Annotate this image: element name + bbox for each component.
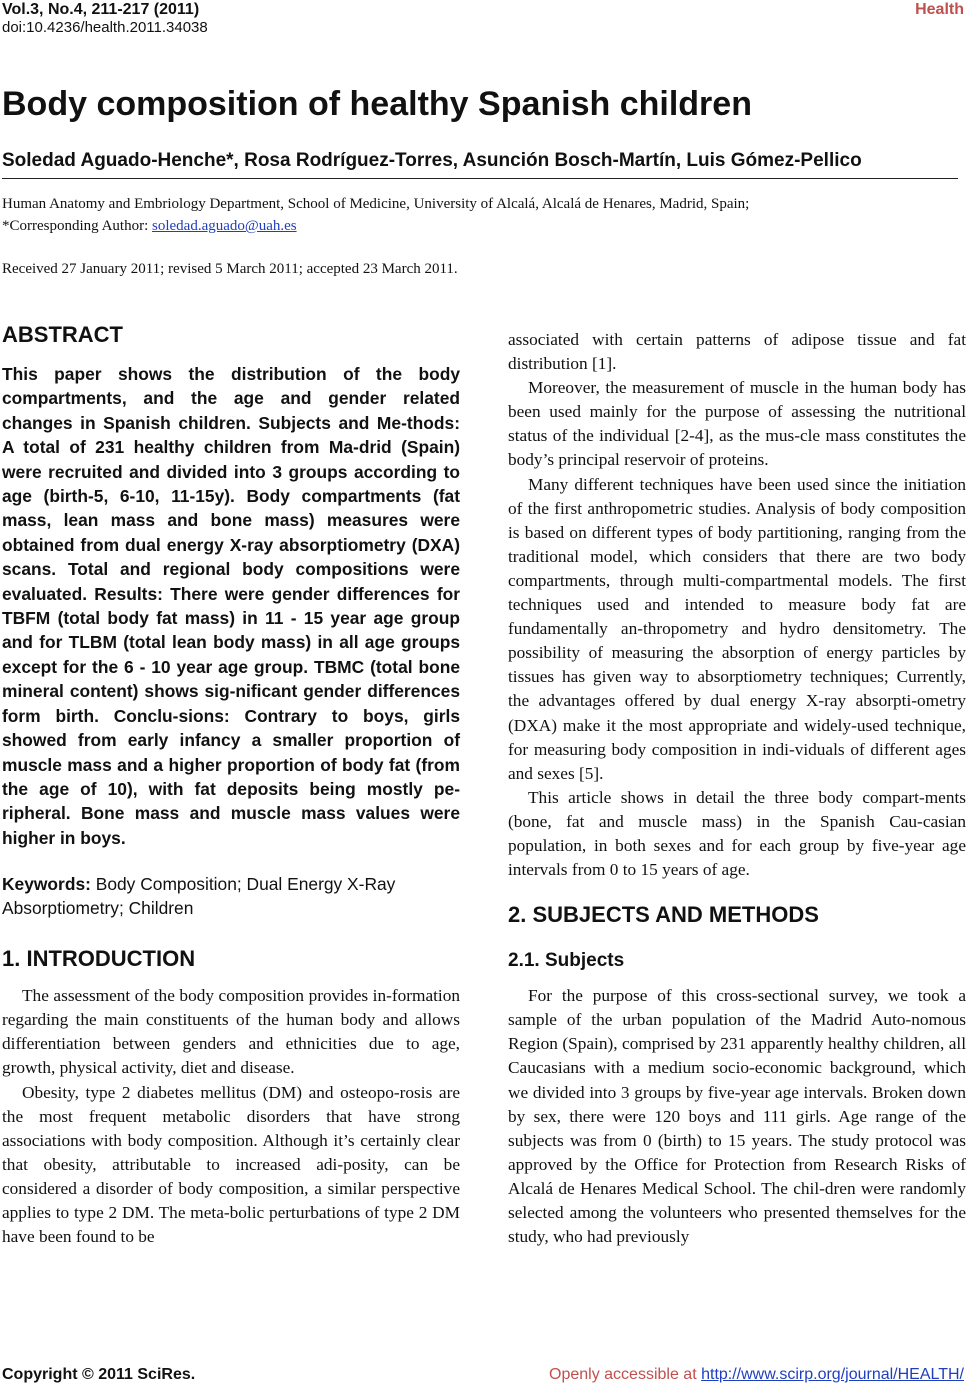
corresponding-author xyxy=(2,215,962,237)
running-header xyxy=(2,0,208,37)
left-column xyxy=(2,320,460,1249)
corresponding-label: *Corresponding Author: xyxy=(2,218,152,234)
title-divider xyxy=(2,178,958,179)
affiliation-block xyxy=(2,193,962,237)
corresponding-email-link[interactable]: soledad.aguado@uah.es xyxy=(152,218,297,234)
keywords-label: Keywords: xyxy=(2,874,91,895)
copyright: Copyright © 2011 SciRes. xyxy=(2,1366,196,1383)
abstract-text: This paper shows the distribution of the body compartments, and the age and gender related changes in Spanish children. Subjects and Me-thods: A total of 231 healthy children from Ma-drid (Spain) were recruited and divided into 3 groups according to age (birth-5, 6-10, 11-15y). Body compartments (fat mass, lean mass and bone mass) measures were obtained from dual energy X-ray absorptiometry (DXA) scans. Total and regional body compositions were evaluated. Results: There were gender differences for TBFM (total body fat mass) in 11 - 15 year age group and for TLBM (total lean body mass) in all age groups except for the 6 - 10 year age group. TBMC (total bone mineral content) shows sig-nificant gender differences form birth. Conclu-sions: Contrary to boys, girls showed from early infancy a smaller proportion of muscle mass and a higher proportion of body fat (from the age of 10), with fat deposits being mostly pe-ripheral. Bone mass and muscle mass values were higher in boys. xyxy=(2,364,460,848)
intro-paragraph-1: The assessment of the body composition provides in-formation regarding the main constituents of the human body and allows differentiation between genders and ethnicities due to age, growth, physical activity, diet and disease. xyxy=(2,986,460,1078)
volume-info: Vol.3, No.4, 211-217 (2011) xyxy=(2,1,200,18)
received-dates: Received 27 January 2011; revised 5 March 2011; accepted 23 March 2011. xyxy=(2,261,458,277)
introduction-heading: 1. INTRODUCTION xyxy=(2,946,196,972)
subjects-paragraph-1: For the purpose of this cross-sectional survey, we took a sample of the urban population of the Madrid Auto-nomous Region (Spain), comprised by 231 apparently healthy children, all Caucasians with a medium socio-economic background, which we divided into 3 groups by five-year age intervals. Broken down by sex, there were 120 boys and 111 girls. Age range of the subjects was from 0 (birth) to 15 years. The study protocol was approved by the Office for Protection from Research Risks of Alcalá de Henares Medical School. The chil-dren were randomly selected among the volunteers who presented themselves for the study, who had previously xyxy=(508,986,966,1247)
journal-url-link[interactable]: http://www.scirp.org/journal/HEALTH/ xyxy=(701,1366,964,1383)
doi: doi:10.4236/health.2011.34038 xyxy=(2,19,208,36)
affiliation: Human Anatomy and Embriology Department, School of Medicine, University of Alcalá, Alcalá de Henares, Madrid, Spain; xyxy=(2,196,750,212)
journal-name: Health xyxy=(915,1,964,18)
intro-paragraph-2: Obesity, type 2 diabetes mellitus (DM) and osteopo-rosis are the most frequent metabolic disorders that have strong associations with body composition. Although it’s certainly clear that obesity, attributable to increased adi-posity, can be considered a disorder of body composition, a similar perspective applies to type 2 DM. The meta-bolic perturbations of type 2 DM have been found to be xyxy=(2,1082,460,1247)
article-title: Body composition of healthy Spanish children xyxy=(2,85,752,123)
subjects-subheading: 2.1. Subjects xyxy=(508,950,625,972)
author-list: Soledad Aguado-Henche*, Rosa Rodríguez-Torres, Asunción Bosch-Martín, Luis Gómez-Pellico xyxy=(2,150,862,171)
methods-heading: 2. SUBJECTS AND METHODS xyxy=(508,902,819,928)
keywords xyxy=(2,872,460,920)
intro-paragraph-4: Many different techniques have been used since the initiation of the first anthropometric studies. Analysis of body composition is based on different types of body partitioning, ranging from the traditional model, which considers that there are two body compartments, through multi-compartmental models. The first techniques used and intended to measure body fat are fundamentally an-thropometry and hydro densitometry. The possibility of measuring the absorption of energy particles by tissues has given way to absorptiometry techniques; Currently, the advantages offered by dual energy X-ray absorpti-ometry (DXA) make it the most appropriate and widely-used technique, for measuring body composition in indi-viduals of different ages and sexes [5]. xyxy=(508,474,966,783)
open-access-label: Openly accessible at xyxy=(549,1366,702,1383)
right-column xyxy=(508,328,966,1249)
abstract-heading: ABSTRACT xyxy=(2,322,123,347)
open-access-note xyxy=(549,1365,964,1385)
intro-paragraph-2-continued: associated with certain patterns of adipose tissue and fat distribution [1]. xyxy=(508,330,966,374)
intro-paragraph-5: This article shows in detail the three body compart-ments (bone, fat and muscle mass) in the Spanish Cau-casian population, in both sexes and for each group by five-year age intervals from 0 to 15 years of age. xyxy=(508,787,966,880)
intro-paragraph-3: Moreover, the measurement of muscle in the human body has been used mainly for the purpose of assessing the nutritional status of the individual [2-4], as the mus-cle mass constitutes the body’s principal reservoir of proteins. xyxy=(508,378,966,470)
keywords-text: Body Composition; Dual Energy X-Ray Absorptiometry; Children xyxy=(2,874,396,919)
